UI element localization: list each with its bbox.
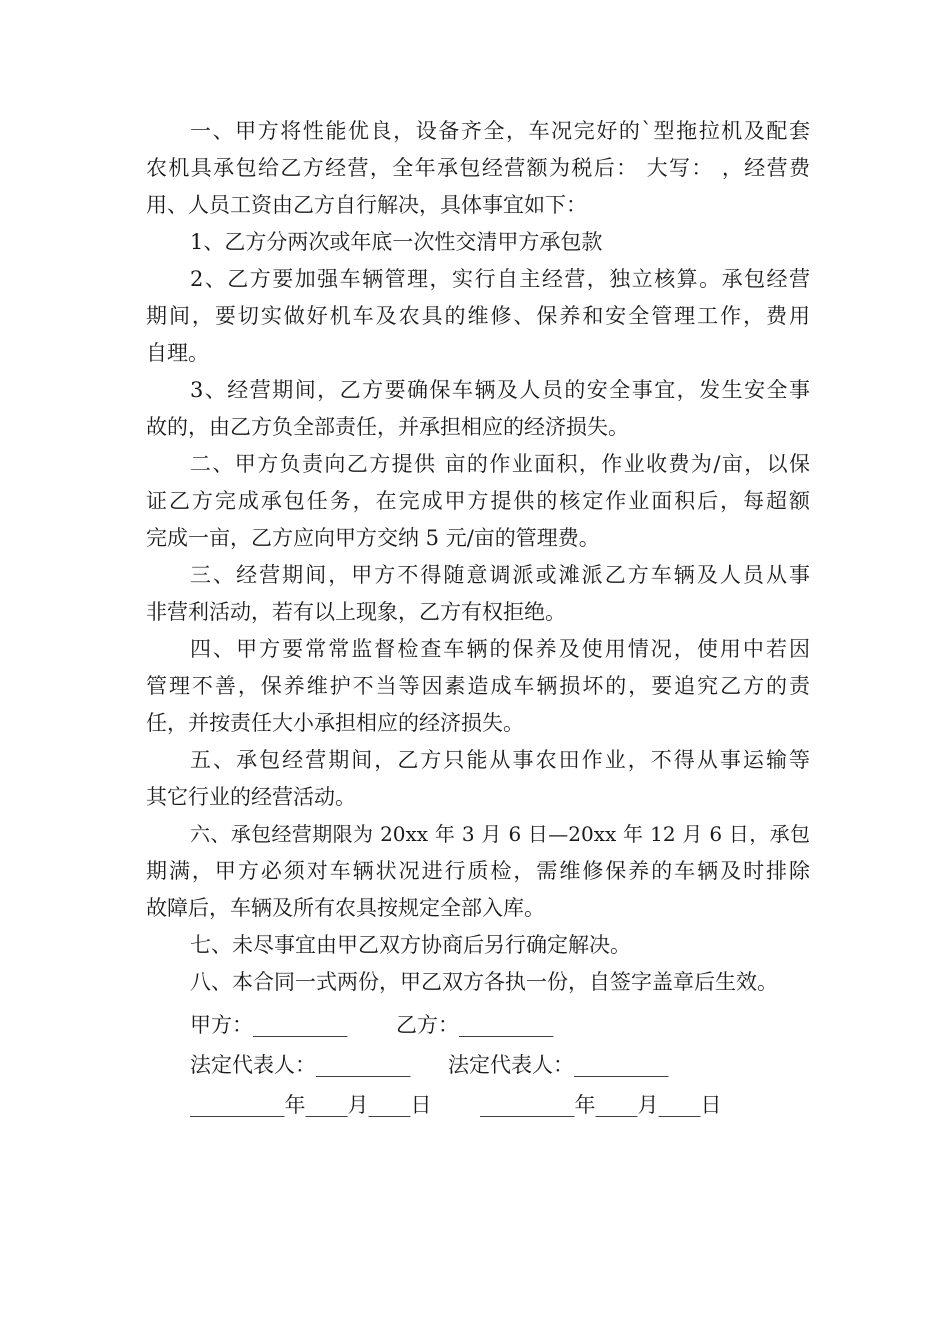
- date-row: [190, 1085, 810, 1125]
- contract-line: 任，并按责任大小承担相应的经济损失。: [146, 711, 524, 735]
- party-a-date: _________年____月____日: [190, 1093, 432, 1117]
- contract-line: 期间，要切实做好机车及农具的维修、保养和安全管理工作，费用: [146, 304, 810, 328]
- party-b-signature: 乙方：_________: [396, 1013, 554, 1037]
- party-b-representative: 法定代表人：_________: [448, 1053, 669, 1077]
- contract-line: 三、经营期间，甲方不得随意调派或滩派乙方车辆及人员从事: [190, 563, 810, 587]
- contract-line: 完成一亩，乙方应向甲方交纳 5 元/亩的管理费。: [146, 526, 600, 550]
- contract-line: 证乙方完成承包任务，在完成甲方提供的核定作业面积后，每超额: [146, 489, 810, 513]
- contract-line: 1、乙方分两次或年底一次性交清甲方承包款: [190, 230, 603, 254]
- contract-line: 故障后，车辆及所有农具按规定全部入库。: [146, 896, 545, 920]
- contract-line: 用、人员工资由乙方自行解决，具体事宜如下：: [146, 193, 587, 217]
- contract-line: 2、乙方要加强车辆管理，实行自主经营，独立核算。承包经营: [190, 267, 810, 291]
- party-b-date: _________年____月____日: [480, 1093, 722, 1117]
- contract-line: 非营利活动，若有以上现象，乙方有权拒绝。: [146, 600, 566, 624]
- party-a-signature: 甲方：_________: [190, 1013, 348, 1037]
- contract-line: 管理不善，保养维护不当等因素造成车辆损坏的，要追究乙方的责: [146, 674, 810, 698]
- contract-line: 自理。: [146, 341, 209, 365]
- representative-row: [190, 1045, 810, 1085]
- contract-line: 期满，甲方必须对车辆状况进行质检，需维修保养的车辆及时排除: [146, 859, 810, 883]
- party-signature-row: [190, 1005, 810, 1045]
- contract-line: 其它行业的经营活动。: [146, 785, 356, 809]
- contract-line: 七、未尽事宜由甲乙双方协商后另行确定解决。: [190, 933, 631, 957]
- contract-line: 故的，由乙方负全部责任，并承担相应的经济损失。: [146, 415, 629, 439]
- contract-line: 农机具承包给乙方经营，全年承包经营额为税后： 大写： ，经营费: [146, 156, 810, 180]
- contract-line: 六、承包经营期限为 20xx 年 3 月 6 日—20xx 年 12 月 6 日，承包: [190, 822, 810, 846]
- party-a-representative: 法定代表人：_________: [190, 1053, 411, 1077]
- contract-line: 一、甲方将性能优良，设备齐全，车况完好的`型拖拉机及配套: [190, 119, 810, 143]
- contract-line: 四、甲方要常常监督检查车辆的保养及使用情况，使用中若因: [190, 637, 810, 661]
- contract-line: 五、承包经营期间，乙方只能从事农田作业，不得从事运输等: [190, 748, 810, 772]
- contract-body: [146, 113, 810, 1001]
- signature-block: [190, 1005, 810, 1125]
- contract-line: 3、经营期间，乙方要确保车辆及人员的安全事宜，发生安全事: [190, 378, 810, 402]
- contract-line: 八、本合同一式两份，甲乙双方各执一份，自签字盖章后生效。: [190, 970, 778, 994]
- contract-line: 二、甲方负责向乙方提供 亩的作业面积，作业收费为/亩，以保: [190, 452, 810, 476]
